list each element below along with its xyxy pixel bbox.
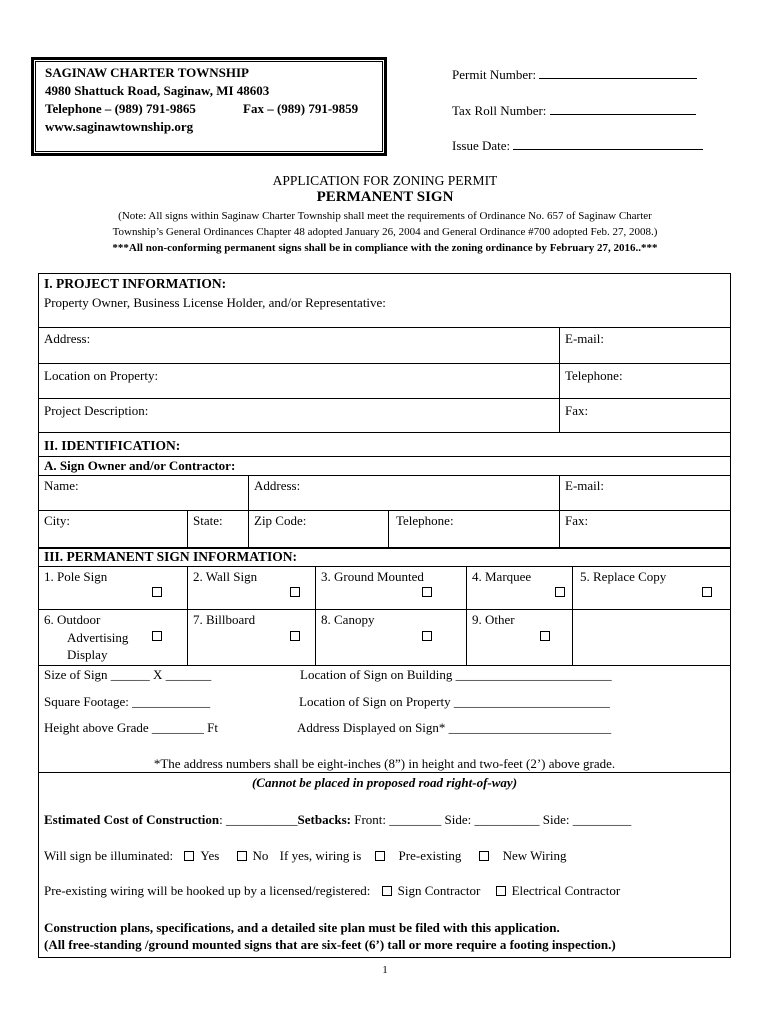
s2-col-5 [388, 510, 389, 548]
s3-grid-col-3 [466, 566, 467, 665]
sign-type-ground: 3. Ground Mounted [321, 569, 424, 584]
sign-type-pole: 1. Pole Sign [44, 569, 108, 584]
s2-address-label: Address: [254, 478, 301, 493]
note-line-3: ***All non-conforming permanent signs shall be in compliance with the zoning ordinance by February 27, 2016..*** [112, 242, 658, 254]
s3-grid-rule-3 [38, 665, 731, 666]
sign-type-other: 9. Other [472, 612, 515, 627]
preexisting-wiring-label: Pre-existing [398, 848, 462, 863]
sign-contractor-label: Sign Contractor [397, 883, 481, 898]
tax-roll-input[interactable] [550, 102, 696, 115]
permit-number-field [452, 66, 697, 83]
illumination-question: Will sign be illuminated: [44, 848, 174, 863]
cost-label: Estimated Cost of Construction [44, 812, 220, 827]
location-on-property-field[interactable]: Location of Sign on Property ________________________ [299, 694, 610, 709]
s1-col-rule [559, 327, 560, 433]
sign-contractor-checkbox[interactable] [382, 886, 392, 896]
sign-type-replace: 5. Replace Copy [580, 569, 667, 584]
s2-state-label: State: [193, 513, 223, 528]
s2-col-2 [559, 475, 560, 548]
s1-rule-3 [38, 398, 731, 399]
illuminated-yes-label: Yes [200, 848, 220, 863]
billboard-checkbox[interactable] [290, 631, 300, 641]
address-displayed-field[interactable]: Address Displayed on Sign* _________________________ [297, 720, 612, 735]
s3-grid-col-1 [187, 566, 188, 665]
ground-mounted-checkbox[interactable] [422, 587, 432, 597]
size-of-sign-field[interactable]: Size of Sign ______ X _______ [44, 667, 212, 682]
location-on-building-field[interactable]: Location of Sign on Building ________________________ [300, 667, 612, 682]
section2-heading: II. IDENTIFICATION: [44, 438, 181, 453]
plans-requirement: Construction plans, specifications, and a detailed site plan must be filed with this application. [44, 920, 560, 935]
illumination-row [44, 848, 566, 864]
other-checkbox[interactable] [540, 631, 550, 641]
s1-telephone-label: Telephone: [565, 368, 623, 383]
permit-number-input[interactable] [539, 66, 697, 79]
s2-col-3 [187, 510, 188, 548]
s2-zip-label: Zip Code: [254, 513, 307, 528]
s1-email-label: E-mail: [565, 331, 604, 346]
s2-subhead-rule [38, 475, 731, 476]
illuminated-no-checkbox[interactable] [237, 851, 247, 861]
preexisting-wiring-checkbox[interactable] [375, 851, 385, 861]
sign-type-outdoor: 6. Outdoor [44, 612, 101, 627]
s2-city-label: City: [44, 513, 71, 528]
section3-heading: III. PERMANENT SIGN INFORMATION: [44, 549, 298, 564]
illuminated-yes-checkbox[interactable] [184, 851, 194, 861]
s1-rule-2 [38, 363, 731, 364]
issue-date-input[interactable] [513, 137, 703, 150]
new-wiring-checkbox[interactable] [479, 851, 489, 861]
org-name: SAGINAW CHARTER TOWNSHIP [45, 65, 249, 80]
illuminated-no-label: No [252, 848, 269, 863]
setbacks-label: Setbacks: [297, 812, 351, 827]
org-website: www.saginawtownship.org [45, 119, 194, 134]
s3-grid-rule-1 [38, 566, 731, 567]
note-line-1: (Note: All signs within Saginaw Charter Township shall meet the requirements of Ordinance No. 657 of Saginaw Charter [118, 210, 652, 222]
cost-input[interactable]: : ___________ [219, 812, 298, 827]
new-wiring-label: New Wiring [502, 848, 567, 863]
canopy-checkbox[interactable] [422, 631, 432, 641]
s3-grid-col-4 [572, 566, 573, 665]
s1-fax-label: Fax: [565, 403, 589, 418]
permit-number-label: Permit Number: [452, 67, 537, 82]
cost-setbacks-row [44, 812, 631, 828]
note-line-2: Township’s General Ordinances Chapter 48 adopted January 26, 2004 and General Ordinance #700 adopted Feb. 27, 2008.) [112, 226, 658, 238]
sign-type-wall: 2. Wall Sign [193, 569, 258, 584]
sign-type-canopy: 8. Canopy [321, 612, 375, 627]
sign-type-billboard: 7. Billboard [193, 612, 256, 627]
s2-name-label: Name: [44, 478, 79, 493]
hooked-up-question: Pre-existing wiring will be hooked up by a licensed/registered: [44, 883, 371, 898]
location-label: Location on Property: [44, 368, 159, 383]
square-footage-field[interactable]: Square Footage: ____________ [44, 694, 211, 709]
s3-grid-col-2 [315, 566, 316, 665]
owner-label: Property Owner, Business License Holder, and/or Representative: [44, 295, 386, 310]
s1-address-label: Address: [44, 331, 91, 346]
electrical-contractor-checkbox[interactable] [496, 886, 506, 896]
s2-fax-label: Fax: [565, 513, 589, 528]
sign-type-outdoor-line2: Advertising [67, 630, 129, 645]
tax-roll-label: Tax Roll Number: [452, 103, 547, 118]
s2-rule-2 [38, 510, 731, 511]
address-numbers-note: *The address numbers shall be eight-inches (8”) in height and two-feet (2’) above grade. [153, 756, 616, 771]
footing-inspection-note: (All free-standing /ground mounted signs that are six-feet (6’) tall or more require a footing inspection.) [44, 937, 616, 952]
issue-date-label: Issue Date: [452, 138, 511, 153]
org-fax: Fax – (989) 791-9859 [243, 101, 359, 116]
sign-type-marquee: 4. Marquee [472, 569, 532, 584]
if-yes-label: If yes, wiring is [279, 848, 362, 863]
org-telephone: Telephone – (989) 791-9865 [45, 101, 196, 116]
wiring-contractor-row [44, 883, 620, 899]
form-title: APPLICATION FOR ZONING PERMIT [272, 173, 498, 188]
sign-type-outdoor-line3: Display [67, 647, 108, 662]
s1-rule-1 [38, 327, 731, 328]
description-label: Project Description: [44, 403, 149, 418]
s3-note-rule [38, 772, 731, 773]
page-number: 1 [382, 964, 388, 976]
tax-roll-field [452, 102, 696, 119]
s2-col-4 [248, 510, 249, 548]
replace-copy-checkbox[interactable] [702, 587, 712, 597]
wall-sign-checkbox[interactable] [290, 587, 300, 597]
issue-date-field [452, 137, 703, 154]
org-address: 4980 Shattuck Road, Saginaw, MI 48603 [45, 83, 270, 98]
s2-email-label: E-mail: [565, 478, 604, 493]
right-of-way-note: (Cannot be placed in proposed road right-of-way) [251, 775, 518, 790]
s2-telephone-label: Telephone: [396, 513, 454, 528]
form-subtitle: PERMANENT SIGN [316, 189, 454, 205]
s3-grid-rule-2 [38, 609, 731, 610]
s2-col-1 [248, 475, 249, 511]
height-above-grade-field[interactable]: Height above Grade ________ Ft [44, 720, 219, 735]
pole-sign-checkbox[interactable] [152, 587, 162, 597]
s2-rule-1 [38, 456, 731, 457]
section1-heading: I. PROJECT INFORMATION: [44, 276, 227, 291]
electrical-contractor-label: Electrical Contractor [511, 883, 621, 898]
setbacks-inputs[interactable]: Front: ________ Side: __________ Side: _________ [350, 812, 632, 827]
outdoor-advertising-checkbox[interactable] [152, 631, 162, 641]
section2-subheading: A. Sign Owner and/or Contractor: [44, 458, 236, 473]
marquee-checkbox[interactable] [555, 587, 565, 597]
